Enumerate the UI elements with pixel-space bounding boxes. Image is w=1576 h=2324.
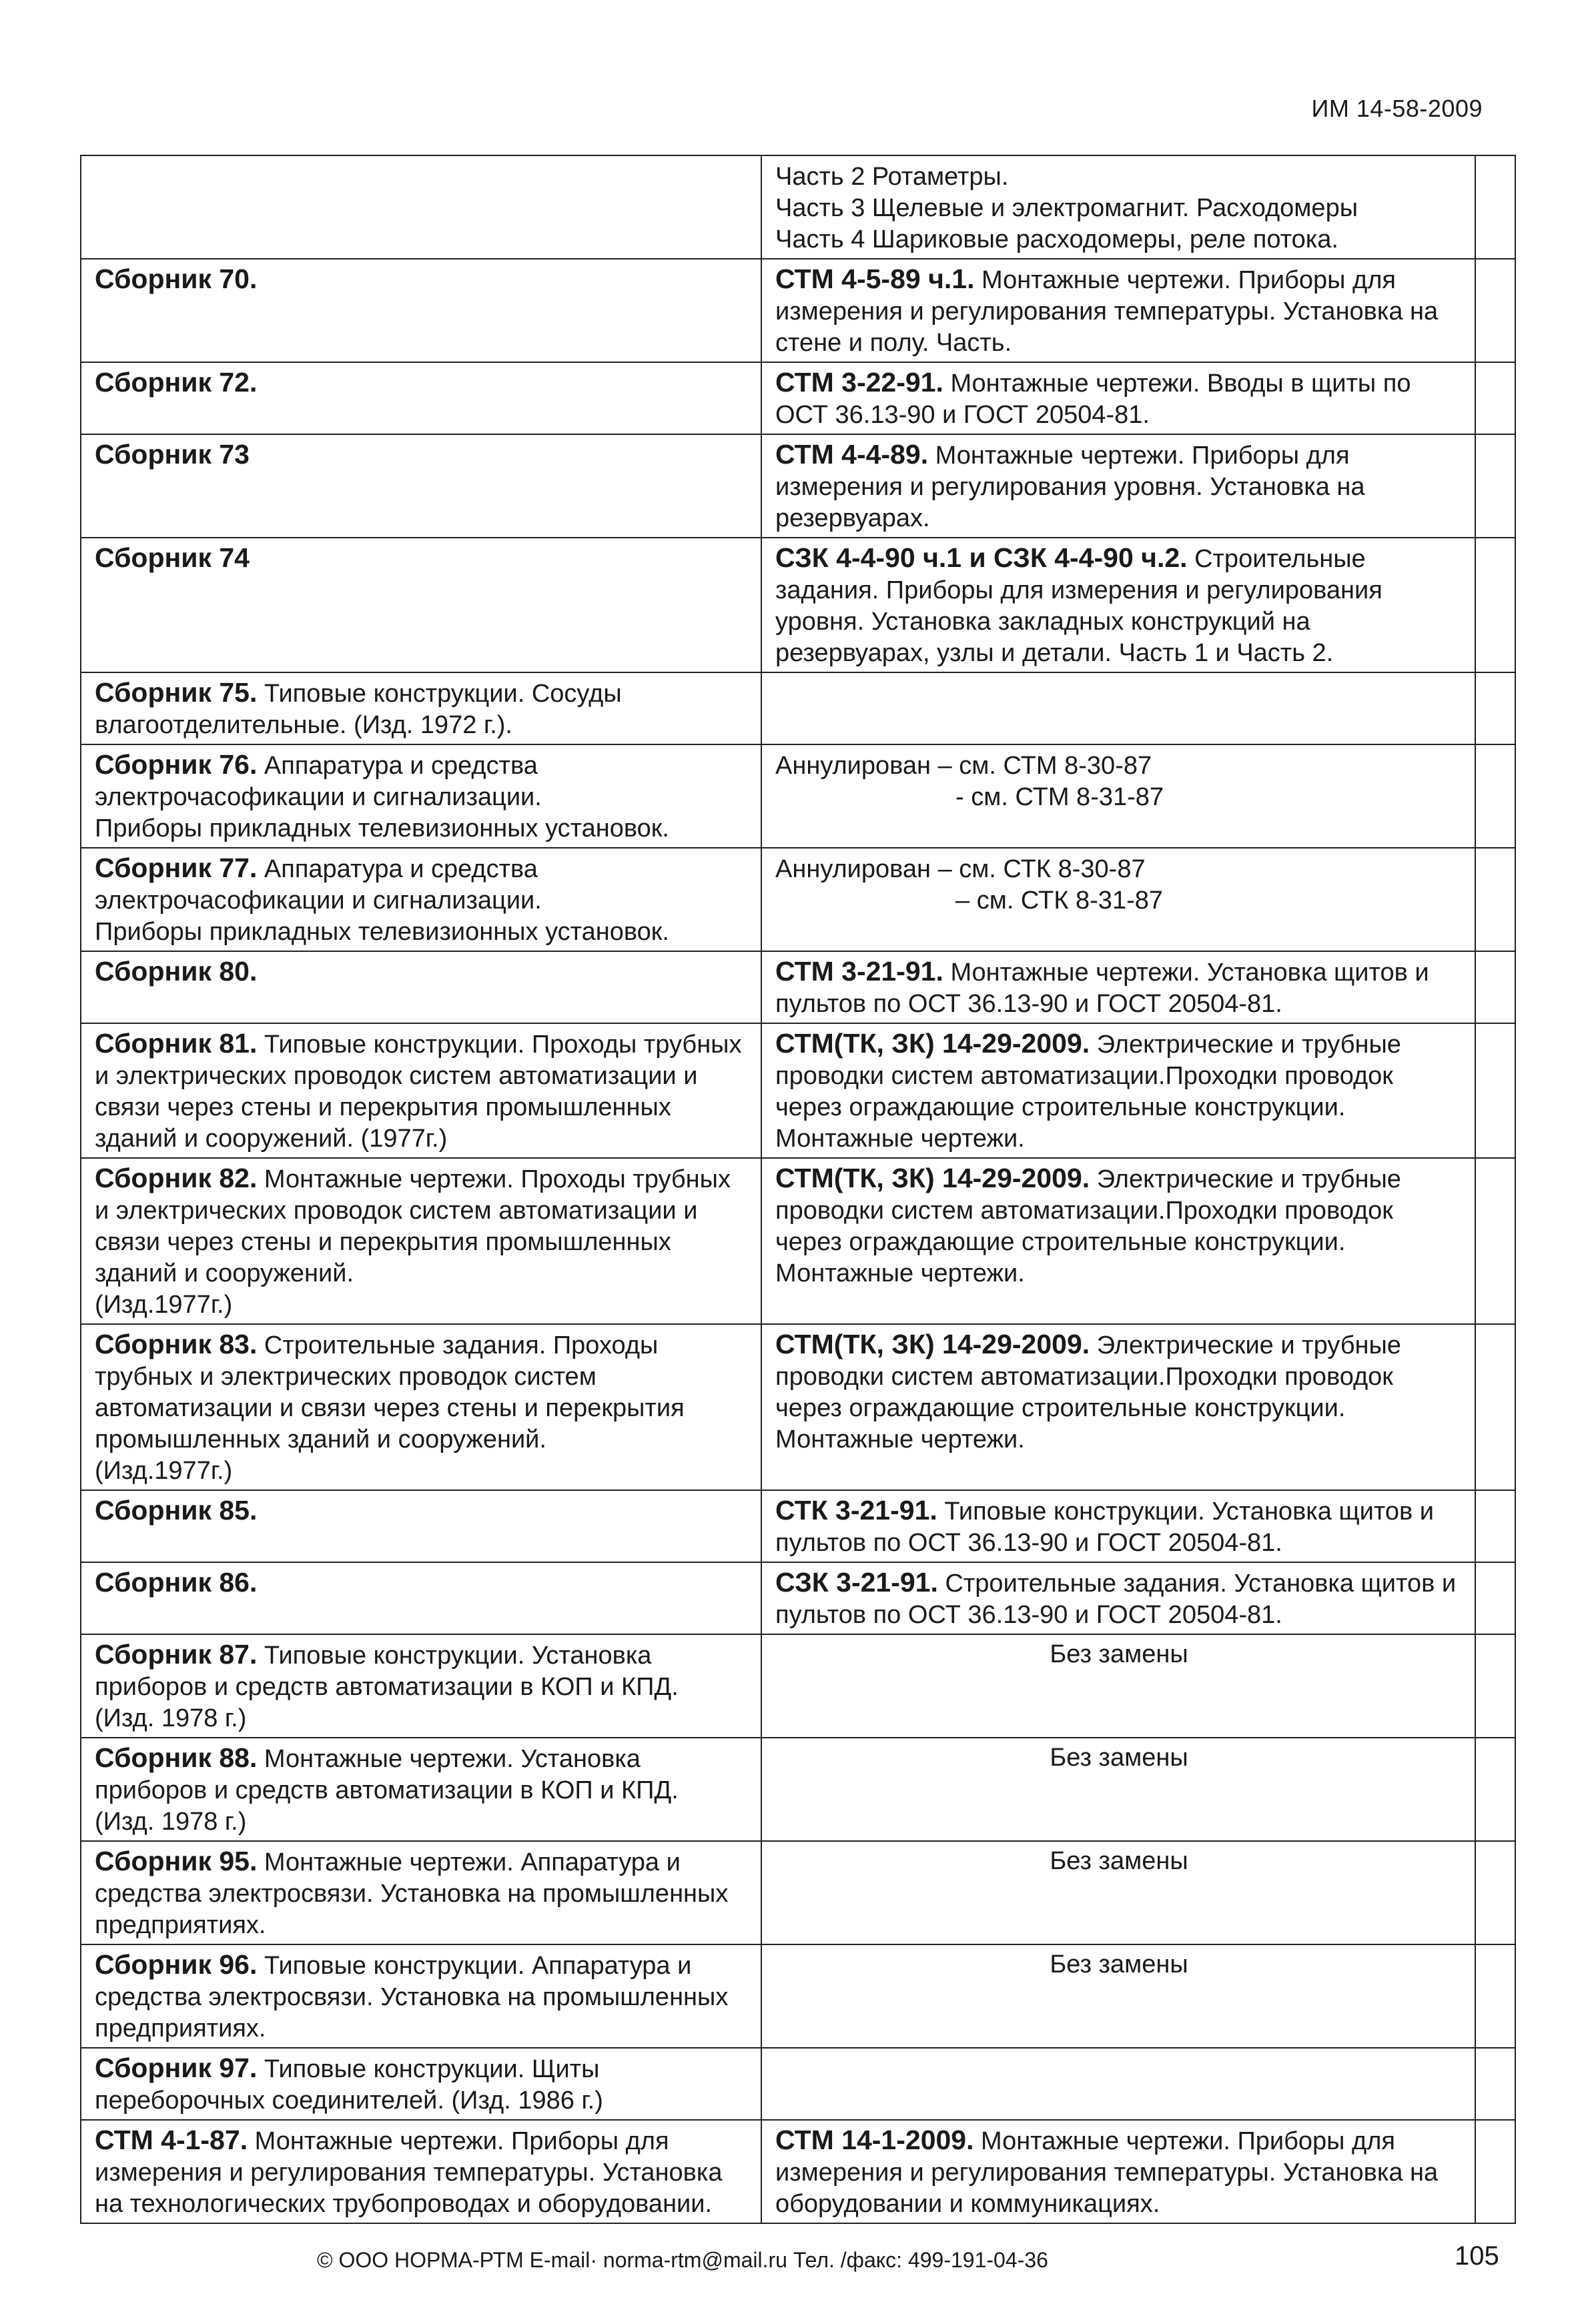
replacement-document-description-cont: - см. СТМ 8-31-87 [955, 783, 1164, 811]
old-document-cell [81, 362, 761, 434]
table-row [81, 362, 1515, 434]
old-document-cell [81, 155, 761, 259]
notes-cell [1475, 744, 1515, 848]
notes-cell [1475, 1023, 1515, 1158]
old-document-cell [81, 1634, 761, 1738]
replacement-document-cell [761, 951, 1475, 1023]
page-number: 105 [1455, 2241, 1499, 2271]
replacement-document-cell [761, 155, 1475, 259]
old-document-description: Монтажные чертежи. Установка приборов и средств автоматизации в КОП и КПД. (Изд. 1978 г.) [95, 1745, 679, 1836]
replacement-document-title: СТМ 4-4-89. [775, 439, 929, 470]
replacement-document-title: СТМ 3-21-91. [775, 956, 943, 987]
replacement-document-cell [761, 848, 1475, 951]
replacement-document-title: СТМ 14-1-2009. [775, 2125, 974, 2155]
table-row [81, 744, 1515, 848]
notes-cell [1475, 362, 1515, 434]
replacement-document-title: СЗК 3-21-91. [775, 1567, 938, 1598]
table-row [81, 848, 1515, 951]
notes-cell [1475, 1158, 1515, 1324]
replacement-document-title: СТК 3-21-91. [775, 1495, 937, 1526]
replacement-document-description: Без замены [1050, 1950, 1188, 1978]
replacement-document-title: СТМ 3-22-91. [775, 367, 943, 398]
replacement-document-cell [761, 2120, 1475, 2223]
notes-cell [1475, 848, 1515, 951]
old-document-title: Сборник 77. [95, 852, 258, 883]
replacement-document-description: Аннулирован – см. СТМ 8-30-87 [775, 752, 1152, 780]
old-document-cell [81, 951, 761, 1023]
replacement-document-description: Без замены [1050, 1744, 1188, 1772]
table-row [81, 1023, 1515, 1158]
notes-cell [1475, 2048, 1515, 2120]
replacement-document-description: Монтажные чертежи. Приборы для измерения и регулирования уровня. Установка на резервуарах. [775, 442, 1365, 532]
old-document-title: Сборник 82. [95, 1163, 258, 1193]
table-row [81, 1324, 1515, 1490]
notes-cell [1475, 434, 1515, 538]
footer-copyright: © ООО НОРМА-РТМ E-mail· norma-rtm@mail.ru Тел. /факс: 499-191-04-36 [317, 2248, 1048, 2272]
replacement-document-cell [761, 434, 1475, 538]
replacement-document-cell [761, 1324, 1475, 1490]
replacement-document-cell [761, 1562, 1475, 1634]
old-document-cell [81, 1023, 761, 1158]
old-document-description: Строительные задания. Проходы трубных и электрических проводок систем автоматизации и связи через стены и перекрытия промышленных зданий и сооружений. (Изд.1977г.) [95, 1331, 685, 1485]
replacement-document-description: Электрические и трубные проводки систем автоматизации.Проходки проводок через ограждающие строительные конструкции. Монтажные чертежи. [775, 1165, 1401, 1287]
old-document-description: Монтажные чертежи. Приборы для измерения и регулирования температуры. Установка на технологических трубопроводах и оборудовании. [95, 2127, 723, 2218]
old-document-title: Сборник 95. [95, 1846, 258, 1876]
replacement-document-cell [761, 1841, 1475, 1944]
old-document-title: Сборник 73 [95, 439, 250, 470]
old-document-description: Монтажные чертежи. Аппаратура и средства электросвязи. Установка на промышленных предприятиях. [95, 1848, 729, 1939]
replacement-document-cell [761, 744, 1475, 848]
old-document-description: Монтажные чертежи. Проходы трубных и электрических проводок систем автоматизации и связи через стены и перекрытия промышленных зданий и сооружений. (Изд.1977г.) [95, 1165, 731, 1319]
notes-cell [1475, 1841, 1515, 1944]
old-document-title: Сборник 85. [95, 1495, 258, 1526]
replacement-document-cell [761, 672, 1475, 744]
replacement-document-cell [761, 1158, 1475, 1324]
old-document-title: Сборник 83. [95, 1329, 258, 1359]
notes-cell [1475, 1738, 1515, 1841]
table-row [81, 1158, 1515, 1324]
replacement-document-description: Строительные задания. Приборы для измерения и регулирования уровня. Установка закладных конструкций на резервуарах, узлы и детали. Часть 1 и Часть 2. [775, 545, 1383, 667]
table-row [81, 1944, 1515, 2048]
notes-cell [1475, 2120, 1515, 2223]
replacement-document-description: Типовые конструкции. Установка щитов и пультов по ОСТ 36.13-90 и ГОСТ 20504-81. [775, 1498, 1434, 1557]
notes-cell [1475, 1634, 1515, 1738]
old-document-cell [81, 1738, 761, 1841]
old-document-cell [81, 2048, 761, 2120]
replacement-document-title: СТМ(ТК, ЗК) 14-29-2009. [775, 1163, 1090, 1193]
table-row [81, 951, 1515, 1023]
notes-cell [1475, 672, 1515, 744]
replacement-document-cell [761, 1944, 1475, 2048]
old-document-description: Аппаратура и средства электрочасофикации и сигнализации. Приборы прикладных телевизионных установок. [95, 752, 669, 842]
replacement-table [80, 155, 1516, 2224]
replacement-document-description: Без замены [1050, 1847, 1188, 1875]
replacement-document-description: Часть 2 Ротаметры. Часть 3 Щелевые и электромагнит. Расходомеры Часть 4 Шариковые расходомеры, реле потока. [775, 163, 1358, 253]
notes-cell [1475, 1324, 1515, 1490]
old-document-description: Типовые конструкции. Установка приборов и средств автоматизации в КОП и КПД. (Изд. 1978 г.) [95, 1642, 679, 1732]
old-document-cell [81, 2120, 761, 2223]
table-row [81, 259, 1515, 362]
old-document-description: Типовые конструкции. Проходы трубных и электрических проводок систем автоматизации и связи через стены и перекрытия промышленных зданий и сооружений. (1977г.) [95, 1031, 742, 1153]
old-document-title: Сборник 76. [95, 749, 258, 780]
replacement-document-description: Монтажные чертежи. Вводы в щиты по ОСТ 36.13-90 и ГОСТ 20504-81. [775, 370, 1411, 429]
old-document-cell [81, 1490, 761, 1562]
replacement-document-cell [761, 1490, 1475, 1562]
old-document-title: Сборник 88. [95, 1742, 258, 1773]
old-document-title: Сборник 70. [95, 263, 258, 294]
replacement-document-cell [761, 362, 1475, 434]
notes-cell [1475, 538, 1515, 672]
old-document-description: Аппаратура и средства электрочасофикации и сигнализации. Приборы прикладных телевизионных установок. [95, 855, 669, 946]
old-document-description: Типовые конструкции. Щиты переборочных соединителей. (Изд. 1986 г.) [95, 2055, 603, 2115]
notes-cell [1475, 951, 1515, 1023]
notes-cell [1475, 259, 1515, 362]
old-document-title: Сборник 86. [95, 1567, 258, 1598]
old-document-description: Типовые конструкции. Аппаратура и средства электросвязи. Установка на промышленных предприятиях. [95, 1952, 729, 2043]
document-code: ИМ 14-58-2009 [1311, 95, 1483, 122]
table-row [81, 2048, 1515, 2120]
old-document-cell [81, 434, 761, 538]
replacement-document-description: Аннулирован – см. СТК 8-30-87 [775, 855, 1146, 883]
replacement-document-title: СЗК 4-4-90 ч.1 и СЗК 4-4-90 ч.2. [775, 542, 1188, 573]
replacement-document-title: СТМ(ТК, ЗК) 14-29-2009. [775, 1329, 1090, 1359]
replacement-document-cell [761, 2048, 1475, 2120]
table-row [81, 155, 1515, 259]
table-row [81, 538, 1515, 672]
old-document-title: Сборник 96. [95, 1949, 258, 1980]
replacement-document-title: СТМ 4-5-89 ч.1. [775, 263, 975, 294]
old-document-cell [81, 1324, 761, 1490]
replacement-document-title: СТМ(ТК, ЗК) 14-29-2009. [775, 1028, 1090, 1059]
replacement-document-cell [761, 1023, 1475, 1158]
notes-cell [1475, 1562, 1515, 1634]
replacement-document-cell [761, 1738, 1475, 1841]
old-document-cell [81, 1841, 761, 1944]
table-row [81, 1841, 1515, 1944]
table-row [81, 1634, 1515, 1738]
table-row [81, 1738, 1515, 1841]
old-document-title: Сборник 74 [95, 542, 250, 573]
old-document-title: Сборник 81. [95, 1028, 258, 1059]
replacement-document-cell [761, 1634, 1475, 1738]
old-document-cell [81, 672, 761, 744]
notes-cell [1475, 1944, 1515, 2048]
replacement-document-description: Монтажные чертежи. Приборы для измерения и регулирования температуры. Установка на оборудовании и коммуникациях. [775, 2127, 1439, 2218]
table-row [81, 2120, 1515, 2223]
replacement-document-description: Монтажные чертежи. Приборы для измерения и регулирования температуры. Установка на стене и полу. Часть. [775, 266, 1439, 357]
table-row [81, 672, 1515, 744]
replacement-document-description: Электрические и трубные проводки систем автоматизации.Проходки проводок через ограждающие строительные конструкции. Монтажные чертежи. [775, 1331, 1401, 1454]
old-document-title: Сборник 75. [95, 677, 258, 708]
old-document-title: СТМ 4-1-87. [95, 2125, 248, 2155]
old-document-cell [81, 538, 761, 672]
old-document-title: Сборник 97. [95, 2053, 258, 2083]
replacement-document-description: Строительные задания. Установка щитов и пультов по ОСТ 36.13-90 и ГОСТ 20504-81. [775, 1570, 1457, 1629]
replacement-document-description: Без замены [1050, 1640, 1188, 1668]
old-document-cell [81, 744, 761, 848]
table-row [81, 1490, 1515, 1562]
replacement-document-description: Монтажные чертежи. Установка щитов и пультов по ОСТ 36.13-90 и ГОСТ 20504-81. [775, 959, 1429, 1018]
old-document-cell [81, 848, 761, 951]
replacement-document-description-cont: – см. СТК 8-31-87 [955, 887, 1163, 915]
old-document-title: Сборник 80. [95, 956, 258, 987]
old-document-title: Сборник 72. [95, 367, 258, 398]
notes-cell [1475, 155, 1515, 259]
notes-cell [1475, 1490, 1515, 1562]
table-row [81, 434, 1515, 538]
old-document-description: Типовые конструкции. Сосуды влагоотделительные. (Изд. 1972 г.). [95, 680, 622, 739]
old-document-cell [81, 1158, 761, 1324]
table-row [81, 1562, 1515, 1634]
old-document-cell [81, 259, 761, 362]
old-document-title: Сборник 87. [95, 1639, 258, 1670]
old-document-cell [81, 1944, 761, 2048]
replacement-document-cell [761, 538, 1475, 672]
replacement-document-cell [761, 259, 1475, 362]
replacement-document-description: Электрические и трубные проводки систем автоматизации.Проходки проводок через ограждающие строительные конструкции. Монтажные чертежи. [775, 1031, 1401, 1153]
old-document-cell [81, 1562, 761, 1634]
